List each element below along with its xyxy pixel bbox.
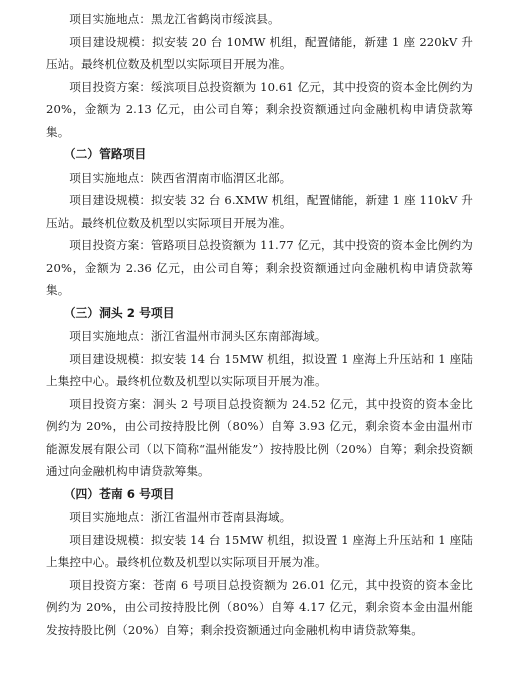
section-heading: （三）洞头 2 号项目 [63, 305, 175, 320]
section-heading: （四）苍南 6 号项目 [63, 486, 175, 501]
paragraph-scale: 项目建设规模：拟安装 32 台 6.XMW 机组，配置储能，新建 1 座 110kV 升压站。最终机位数及机型以实际项目开展为准。 [46, 193, 473, 230]
paragraph-location: 项目实施地点：浙江省温州市洞头区东南部海域。 [69, 329, 327, 343]
paragraph-scale: 项目建设规模：拟安装 14 台 15MW 机组，拟设置 1 座海上升压站和 1 座陆上集控中心。最终机位数及机型以实际项目开展为准。 [46, 532, 473, 569]
paragraph-investment: 项目投资方案：洞头 2 号项目总投资额为 24.52 亿元，其中投资的资本金比例约为 20%，由公司按持股比例（80%）自筹 3.93 亿元，剩余资本金由温州市能源发展有限公司（以下简称“温州能发”）按持股比例（20%）自筹；剩余投资额通过向金融机构申请贷款筹集。 [46, 396, 473, 478]
paragraph-location: 项目实施地点：浙江省温州市苍南县海域。 [69, 510, 292, 524]
paragraph-scale: 项目建设规模：拟安装 20 台 10MW 机组，配置储能，新建 1 座 220kV 升压站。最终机位数及机型以实际项目开展为准。 [46, 34, 473, 71]
paragraph-location: 项目实施地点：黑龙江省鹤岗市绥滨县。 [69, 12, 280, 26]
paragraph-scale: 项目建设规模：拟安装 14 台 15MW 机组，拟设置 1 座海上升压站和 1 座陆上集控中心。最终机位数及机型以实际项目开展为准。 [46, 351, 473, 388]
paragraph-investment: 项目投资方案：管路项目总投资额为 11.77 亿元，其中投资的资本金比例约为 20%，金额为 2.36 亿元，由公司自筹；剩余投资额通过向金融机构申请贷款筹集。 [46, 238, 473, 297]
paragraph-investment: 项目投资方案：苍南 6 号项目总投资额为 26.01 亿元，其中投资的资本金比例约为 20%，由公司按持股比例（80%）自筹 4.17 亿元，剩余资本金由温州能发按持股比例（20%）自筹；剩余投资额通过向金融机构申请贷款筹集。 [46, 577, 473, 637]
paragraph-investment: 项目投资方案：绥滨项目总投资额为 10.61 亿元，其中投资的资本金比例约为 20%，金额为 2.13 亿元，由公司自筹；剩余投资额通过向金融机构申请贷款筹集。 [46, 79, 473, 139]
paragraph-location: 项目实施地点：陕西省渭南市临渭区北部。 [69, 170, 292, 185]
section-heading: （二）管路项目 [63, 147, 147, 161]
